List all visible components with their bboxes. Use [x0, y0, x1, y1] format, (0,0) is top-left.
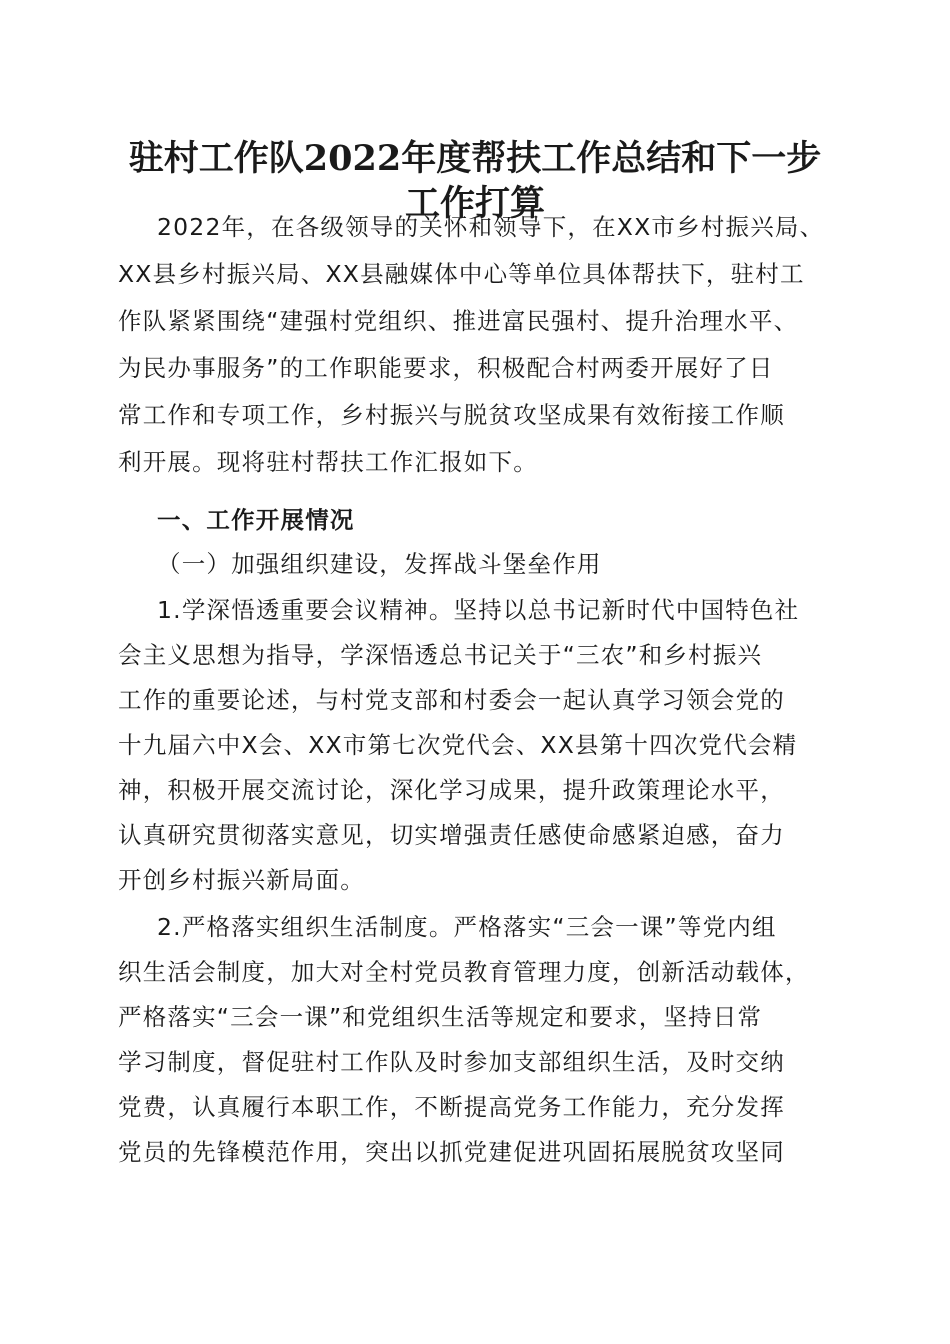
subsection-heading: （一）加强组织建设，发挥战斗堡垒作用	[157, 550, 602, 578]
body-paragraph-line: 为民办事服务”的工作职能要求，积极配合村两委开展好了日	[118, 354, 774, 382]
document-title-line-2: 工作打算	[404, 183, 545, 224]
body-paragraph-line: XX县乡村振兴局、XX县融媒体中心等单位具体帮扶下，驻村工	[118, 260, 805, 288]
body-paragraph-line: 1.学深悟透重要会议精神。坚持以总书记新时代中国特色社	[157, 596, 800, 624]
body-paragraph-line: 常工作和专项工作，乡村振兴与脱贫攻坚成果有效衔接工作顺	[118, 401, 785, 429]
body-paragraph-line: 2022年，在各级领导的关怀和领导下，在XX市乡村振兴局、	[157, 213, 825, 241]
body-paragraph-line: 2.严格落实组织生活制度。严格落实“三会一课”等党内组	[157, 913, 777, 941]
body-paragraph-line: 党费，认真履行本职工作，不断提高党务工作能力，充分发挥	[118, 1093, 785, 1121]
body-paragraph-line: 作队紧紧围绕“建强村党组织、推进富民强村、提升治理水平、	[118, 307, 799, 335]
document-title-line-1: 驻村工作队2022年度帮扶工作总结和下一步	[128, 138, 822, 179]
body-paragraph-line: 认真研究贯彻落实意见，切实增强责任感使命感紧迫感，奋力	[118, 821, 785, 849]
section-heading: 一、工作开展情况	[157, 506, 355, 534]
body-paragraph-line: 党员的先锋模范作用，突出以抓党建促进巩固拓展脱贫攻坚同	[118, 1138, 785, 1166]
body-paragraph-line: 利开展。现将驻村帮扶工作汇报如下。	[118, 448, 538, 476]
body-paragraph-line: 工作的重要论述，与村党支部和村委会一起认真学习领会党的	[118, 686, 785, 714]
body-paragraph-line: 织生活会制度，加大对全村党员教育管理力度，创新活动载体，	[118, 958, 810, 986]
body-paragraph-line: 神，积极开展交流讨论，深化学习成果，提升政策理论水平，	[118, 776, 785, 804]
body-paragraph-line: 十九届六中X会、XX市第七次党代会、XX县第十四次党代会精	[118, 731, 798, 759]
body-paragraph-line: 开创乡村振兴新局面。	[118, 866, 365, 894]
body-paragraph-line: 学习制度，督促驻村工作队及时参加支部组织生活，及时交纳	[118, 1048, 785, 1076]
body-paragraph-line: 严格落实“三会一课”和党组织生活等规定和要求，坚持日常	[118, 1003, 763, 1031]
body-paragraph-line: 会主义思想为指导，学深悟透总书记关于“三农”和乡村振兴	[118, 641, 763, 669]
